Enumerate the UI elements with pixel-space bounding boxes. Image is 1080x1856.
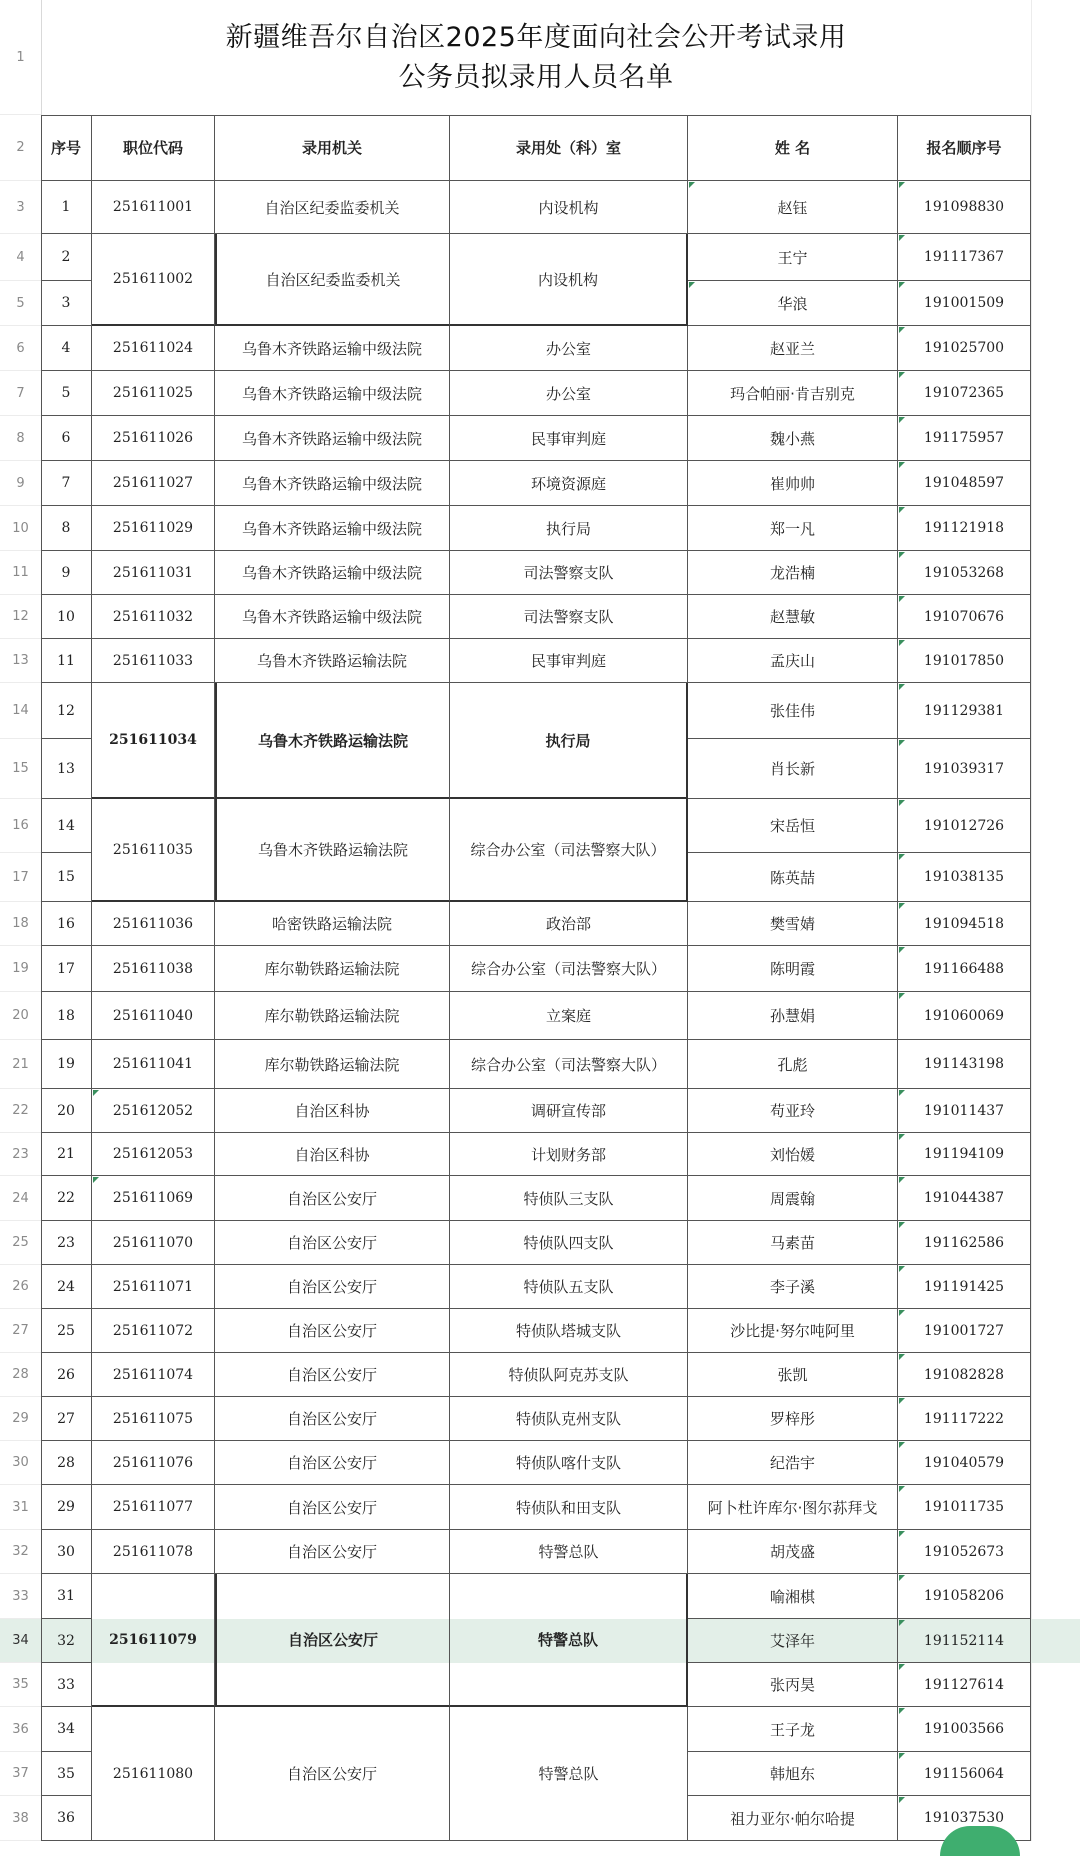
row-number[interactable]: 16: [0, 799, 41, 853]
position-code-cell[interactable]: 251611071: [92, 1265, 215, 1309]
registration-no-cell[interactable]: 191082828: [898, 1353, 1031, 1397]
comment-indicator: [899, 1486, 905, 1492]
name-cell[interactable]: 肖长新: [688, 739, 898, 799]
row-number[interactable]: 19: [0, 946, 41, 992]
position-code-cell[interactable]: 251611079: [92, 1574, 215, 1707]
registration-no-cell[interactable]: 191011437: [898, 1089, 1031, 1133]
registration-no-cell[interactable]: 191121918: [898, 506, 1031, 551]
seq-cell[interactable]: 20: [41, 1089, 92, 1133]
registration-no-cell[interactable]: 191037530: [898, 1796, 1031, 1841]
agency-cell[interactable]: 自治区公安厅: [215, 1530, 450, 1574]
comment-indicator: [899, 1222, 905, 1228]
registration-no-cell[interactable]: 191175957: [898, 416, 1031, 461]
seq-cell[interactable]: 34: [41, 1707, 92, 1752]
row-number[interactable]: 8: [0, 416, 41, 461]
comment-indicator: [689, 282, 695, 288]
name-cell[interactable]: 喻湘棋: [688, 1574, 898, 1619]
position-code-cell[interactable]: 251611027: [92, 461, 215, 506]
position-code-cell[interactable]: 251611002: [92, 234, 215, 326]
name-cell[interactable]: 玛合帕丽·肯吉别克: [688, 371, 898, 416]
row-number[interactable]: 13: [0, 639, 41, 683]
row-number[interactable]: 33: [0, 1574, 41, 1619]
position-code-cell[interactable]: 251611078: [92, 1530, 215, 1574]
seq-cell[interactable]: 14: [41, 799, 92, 853]
row-number[interactable]: 4: [0, 234, 41, 281]
row-number[interactable]: 9: [0, 461, 41, 506]
name-cell[interactable]: 马素苗: [688, 1221, 898, 1265]
agency-cell[interactable]: 乌鲁木齐铁路运输中级法院: [215, 461, 450, 506]
name-cell[interactable]: 孔彪: [688, 1040, 898, 1089]
department-cell[interactable]: 执行局: [450, 683, 688, 799]
agency-cell[interactable]: 乌鲁木齐铁路运输中级法院: [215, 416, 450, 461]
position-code-cell[interactable]: 251612053: [92, 1133, 215, 1176]
registration-no-cell[interactable]: 191070676: [898, 595, 1031, 639]
position-code-cell[interactable]: 251611036: [92, 902, 215, 946]
position-code-cell[interactable]: 251611069: [92, 1176, 215, 1221]
agency-cell[interactable]: 哈密铁路运输法院: [215, 902, 450, 946]
row-number[interactable]: 26: [0, 1265, 41, 1309]
agency-cell[interactable]: 自治区公安厅: [215, 1353, 450, 1397]
position-code-cell[interactable]: 251611033: [92, 639, 215, 683]
row-number[interactable]: 21: [0, 1040, 41, 1089]
name-cell[interactable]: 龙浩楠: [688, 551, 898, 595]
seq-cell[interactable]: 32: [41, 1619, 92, 1663]
row-number[interactable]: 34: [0, 1619, 41, 1663]
row-number[interactable]: 35: [0, 1663, 41, 1707]
comment-indicator: [899, 800, 905, 806]
comment-indicator: [899, 1398, 905, 1404]
registration-no-cell[interactable]: 191127614: [898, 1663, 1031, 1707]
agency-cell[interactable]: 自治区公安厅: [215, 1221, 450, 1265]
registration-no-cell[interactable]: 191162586: [898, 1221, 1031, 1265]
registration-no-cell[interactable]: 191053268: [898, 551, 1031, 595]
seq-cell[interactable]: 1: [41, 181, 92, 234]
seq-cell[interactable]: 13: [41, 739, 92, 799]
seq-cell[interactable]: 36: [41, 1796, 92, 1841]
seq-cell[interactable]: 17: [41, 946, 92, 992]
position-code-cell[interactable]: 251612052: [92, 1089, 215, 1133]
name-cell[interactable]: 华浪: [688, 281, 898, 326]
comment-indicator: [899, 1442, 905, 1448]
registration-no-cell[interactable]: 191129381: [898, 683, 1031, 739]
comment-indicator: [899, 1708, 905, 1714]
registration-no-cell[interactable]: 191117367: [898, 234, 1031, 281]
row-number[interactable]: 30: [0, 1441, 41, 1485]
seq-cell[interactable]: 23: [41, 1221, 92, 1265]
seq-cell[interactable]: 6: [41, 416, 92, 461]
comment-indicator: [93, 1090, 99, 1096]
department-cell[interactable]: 民事审判庭: [450, 639, 688, 683]
department-cell[interactable]: 办公室: [450, 371, 688, 416]
position-code-cell[interactable]: 251611080: [92, 1707, 215, 1841]
position-code-cell[interactable]: 251611034: [92, 683, 215, 799]
seq-cell[interactable]: 31: [41, 1574, 92, 1619]
agency-cell[interactable]: 乌鲁木齐铁路运输中级法院: [215, 371, 450, 416]
comment-indicator: [899, 1664, 905, 1670]
agency-cell[interactable]: 乌鲁木齐铁路运输中级法院: [215, 506, 450, 551]
department-cell[interactable]: 特警总队: [450, 1530, 688, 1574]
seq-cell[interactable]: 18: [41, 992, 92, 1040]
row-number[interactable]: 22: [0, 1089, 41, 1133]
row-number[interactable]: 3: [0, 181, 41, 234]
row-number[interactable]: 10: [0, 506, 41, 551]
registration-no-cell[interactable]: 191058206: [898, 1574, 1031, 1619]
comment-indicator: [899, 552, 905, 558]
registration-no-cell[interactable]: 191012726: [898, 799, 1031, 853]
row-number[interactable]: 7: [0, 371, 41, 416]
registration-no-cell[interactable]: 191001509: [898, 281, 1031, 326]
name-cell[interactable]: 赵钰: [688, 181, 898, 234]
seq-cell[interactable]: 7: [41, 461, 92, 506]
registration-no-cell[interactable]: 191060069: [898, 992, 1031, 1040]
title-line-2: 公务员拟录用人员名单: [398, 61, 674, 93]
name-cell[interactable]: 纪浩宇: [688, 1441, 898, 1485]
department-cell[interactable]: 特侦队三支队: [450, 1176, 688, 1221]
agency-cell[interactable]: 库尔勒铁路运输法院: [215, 946, 450, 992]
header-position-code[interactable]: 职位代码: [92, 115, 215, 181]
row-number[interactable]: 23: [0, 1133, 41, 1176]
comment-indicator: [899, 947, 905, 953]
row-number[interactable]: 24: [0, 1176, 41, 1221]
agency-cell[interactable]: 自治区公安厅: [215, 1265, 450, 1309]
department-cell[interactable]: 特侦队和田支队: [450, 1485, 688, 1530]
registration-no-cell[interactable]: 191017850: [898, 639, 1031, 683]
seq-cell[interactable]: 15: [41, 853, 92, 902]
comment-indicator: [899, 327, 905, 333]
seq-cell[interactable]: 19: [41, 1040, 92, 1089]
row-number[interactable]: 17: [0, 853, 41, 902]
position-code-cell[interactable]: 251611025: [92, 371, 215, 416]
department-cell[interactable]: 综合办公室（司法警察大队）: [450, 946, 688, 992]
department-cell[interactable]: 立案庭: [450, 992, 688, 1040]
row-number[interactable]: 37: [0, 1752, 41, 1796]
registration-no-cell[interactable]: 191038135: [898, 853, 1031, 902]
title-cell[interactable]: [41, 0, 1031, 116]
seq-cell[interactable]: 30: [41, 1530, 92, 1574]
seq-cell[interactable]: 33: [41, 1663, 92, 1707]
row-number[interactable]: 14: [0, 683, 41, 739]
department-cell[interactable]: 司法警察支队: [450, 551, 688, 595]
row-number[interactable]: 2: [0, 115, 41, 181]
position-code-cell[interactable]: 251611075: [92, 1397, 215, 1441]
row-number[interactable]: 28: [0, 1353, 41, 1397]
registration-no-cell[interactable]: 191044387: [898, 1176, 1031, 1221]
registration-no-cell[interactable]: 191025700: [898, 326, 1031, 371]
header-name[interactable]: 姓 名: [688, 115, 898, 181]
position-code-cell[interactable]: 251611035: [92, 799, 215, 902]
agency-cell[interactable]: 自治区纪委监委机关: [215, 181, 450, 234]
department-cell[interactable]: 特侦队阿克苏支队: [450, 1353, 688, 1397]
comment-indicator: [899, 1090, 905, 1096]
row-number[interactable]: 6: [0, 326, 41, 371]
name-cell[interactable]: 王宁: [688, 234, 898, 281]
comment-indicator: [689, 182, 695, 188]
header-department[interactable]: 录用处（科）室: [450, 115, 688, 181]
comment-indicator: [899, 993, 905, 999]
seq-cell[interactable]: 3: [41, 281, 92, 326]
seq-cell[interactable]: 9: [41, 551, 92, 595]
agency-cell[interactable]: 乌鲁木齐铁路运输法院: [215, 639, 450, 683]
registration-no-cell[interactable]: 191152114: [898, 1619, 1031, 1663]
comment-indicator: [899, 1354, 905, 1360]
seq-cell[interactable]: 28: [41, 1441, 92, 1485]
name-cell[interactable]: 韩旭东: [688, 1752, 898, 1796]
comment-indicator: [899, 740, 905, 746]
registration-no-cell[interactable]: 191072365: [898, 371, 1031, 416]
registration-no-cell[interactable]: 191039317: [898, 739, 1031, 799]
row-number[interactable]: 32: [0, 1530, 41, 1574]
position-code-cell[interactable]: 251611031: [92, 551, 215, 595]
comment-indicator: [899, 372, 905, 378]
position-code-cell[interactable]: 251611032: [92, 595, 215, 639]
row-number[interactable]: 12: [0, 595, 41, 639]
agency-cell[interactable]: 自治区公安厅: [215, 1176, 450, 1221]
agency-cell[interactable]: 自治区纪委监委机关: [215, 234, 450, 326]
comment-indicator: [899, 462, 905, 468]
name-cell[interactable]: 张丙昊: [688, 1663, 898, 1707]
agency-cell[interactable]: 乌鲁木齐铁路运输中级法院: [215, 326, 450, 371]
position-code-cell[interactable]: 251611038: [92, 946, 215, 992]
comment-indicator: [899, 1134, 905, 1140]
comment-indicator: [899, 684, 905, 690]
row-number[interactable]: 31: [0, 1485, 41, 1530]
comment-indicator: [899, 1753, 905, 1759]
position-code-cell[interactable]: 251611072: [92, 1309, 215, 1353]
seq-cell[interactable]: 21: [41, 1133, 92, 1176]
registration-no-cell[interactable]: 191156064: [898, 1752, 1031, 1796]
department-cell[interactable]: 司法警察支队: [450, 595, 688, 639]
comment-indicator: [899, 1177, 905, 1183]
name-cell[interactable]: 苟亚玲: [688, 1089, 898, 1133]
name-cell[interactable]: 陈明霞: [688, 946, 898, 992]
department-cell[interactable]: 内设机构: [450, 234, 688, 326]
department-cell[interactable]: 特侦队四支队: [450, 1221, 688, 1265]
agency-cell[interactable]: 库尔勒铁路运输法院: [215, 1040, 450, 1089]
registration-no-cell[interactable]: 191166488: [898, 946, 1031, 992]
seq-cell[interactable]: 29: [41, 1485, 92, 1530]
header-seq[interactable]: 序号: [41, 115, 92, 181]
row-number[interactable]: 20: [0, 992, 41, 1040]
row-number[interactable]: 25: [0, 1221, 41, 1265]
name-cell[interactable]: 李子溪: [688, 1265, 898, 1309]
agency-cell[interactable]: 库尔勒铁路运输法院: [215, 992, 450, 1040]
department-cell[interactable]: 政治部: [450, 902, 688, 946]
department-cell[interactable]: 执行局: [450, 506, 688, 551]
position-code-cell[interactable]: 251611040: [92, 992, 215, 1040]
name-cell[interactable]: 郑一凡: [688, 506, 898, 551]
comment-indicator: [899, 854, 905, 860]
row-number[interactable]: 18: [0, 902, 41, 946]
agency-cell[interactable]: 自治区公安厅: [215, 1309, 450, 1353]
agency-cell[interactable]: 乌鲁木齐铁路运输法院: [215, 799, 450, 902]
registration-no-cell[interactable]: 191143198: [898, 1040, 1031, 1089]
name-cell[interactable]: 孙慧娟: [688, 992, 898, 1040]
department-cell[interactable]: 特侦队喀什支队: [450, 1441, 688, 1485]
empty-column: [1031, 0, 1080, 1841]
seq-cell[interactable]: 27: [41, 1397, 92, 1441]
comment-indicator: [899, 507, 905, 513]
registration-no-cell[interactable]: 191098830: [898, 181, 1031, 234]
department-cell[interactable]: 特警总队: [450, 1574, 688, 1707]
agency-cell[interactable]: 自治区公安厅: [215, 1397, 450, 1441]
agency-cell[interactable]: 自治区公安厅: [215, 1707, 450, 1841]
department-cell[interactable]: 特侦队克州支队: [450, 1397, 688, 1441]
seq-cell[interactable]: 24: [41, 1265, 92, 1309]
seq-cell[interactable]: 8: [41, 506, 92, 551]
department-cell[interactable]: 环境资源庭: [450, 461, 688, 506]
seq-cell[interactable]: 4: [41, 326, 92, 371]
row-number[interactable]: 38: [0, 1796, 41, 1841]
agency-cell[interactable]: 乌鲁木齐铁路运输法院: [215, 683, 450, 799]
comment-indicator: [899, 596, 905, 602]
seq-cell[interactable]: 2: [41, 234, 92, 281]
department-cell[interactable]: 计划财务部: [450, 1133, 688, 1176]
comment-indicator: [899, 903, 905, 909]
department-cell[interactable]: 内设机构: [450, 181, 688, 234]
header-agency[interactable]: 录用机关: [215, 115, 450, 181]
registration-no-cell[interactable]: 191003566: [898, 1707, 1031, 1752]
row-number[interactable]: 11: [0, 551, 41, 595]
name-cell[interactable]: 赵亚兰: [688, 326, 898, 371]
seq-cell[interactable]: 35: [41, 1752, 92, 1796]
row-number[interactable]: 29: [0, 1397, 41, 1441]
department-cell[interactable]: 办公室: [450, 326, 688, 371]
name-cell[interactable]: 沙比提·努尔吨阿里: [688, 1309, 898, 1353]
name-cell[interactable]: 祖力亚尔·帕尔哈提: [688, 1796, 898, 1841]
department-cell[interactable]: 综合办公室（司法警察大队）: [450, 799, 688, 902]
name-cell[interactable]: 樊雪婧: [688, 902, 898, 946]
comment-indicator: [93, 1177, 99, 1183]
agency-cell[interactable]: 自治区公安厅: [215, 1485, 450, 1530]
name-cell[interactable]: 艾泽年: [688, 1619, 898, 1663]
name-cell[interactable]: 罗梓彤: [688, 1397, 898, 1441]
name-cell[interactable]: 宋岳恒: [688, 799, 898, 853]
registration-no-cell[interactable]: 191117222: [898, 1397, 1031, 1441]
comment-indicator: [899, 1575, 905, 1581]
comment-indicator: [899, 1531, 905, 1537]
seq-cell[interactable]: 10: [41, 595, 92, 639]
seq-cell[interactable]: 26: [41, 1353, 92, 1397]
agency-cell[interactable]: 自治区公安厅: [215, 1574, 450, 1707]
row-number[interactable]: 36: [0, 1707, 41, 1752]
registration-no-cell[interactable]: 191052673: [898, 1530, 1031, 1574]
position-code-cell[interactable]: 251611029: [92, 506, 215, 551]
name-cell[interactable]: 陈英喆: [688, 853, 898, 902]
department-cell[interactable]: 特侦队塔城支队: [450, 1309, 688, 1353]
name-cell[interactable]: 周震翰: [688, 1176, 898, 1221]
seq-cell[interactable]: 5: [41, 371, 92, 416]
row-number[interactable]: 5: [0, 281, 41, 326]
registration-no-cell[interactable]: 191094518: [898, 902, 1031, 946]
registration-no-cell[interactable]: 191194109: [898, 1133, 1031, 1176]
seq-cell[interactable]: 25: [41, 1309, 92, 1353]
position-code-cell[interactable]: 251611001: [92, 181, 215, 234]
comment-indicator: [899, 1266, 905, 1272]
row-number[interactable]: 15: [0, 739, 41, 799]
name-cell[interactable]: 崔帅帅: [688, 461, 898, 506]
agency-cell[interactable]: 乌鲁木齐铁路运输中级法院: [215, 551, 450, 595]
seq-cell[interactable]: 11: [41, 639, 92, 683]
header-registration-no[interactable]: 报名顺序号: [898, 115, 1031, 181]
name-cell[interactable]: 张凯: [688, 1353, 898, 1397]
agency-cell[interactable]: 自治区科协: [215, 1089, 450, 1133]
registration-no-cell[interactable]: 191040579: [898, 1441, 1031, 1485]
name-cell[interactable]: 魏小燕: [688, 416, 898, 461]
row-number[interactable]: 27: [0, 1309, 41, 1353]
name-cell[interactable]: 赵慧敏: [688, 595, 898, 639]
registration-no-cell[interactable]: 191048597: [898, 461, 1031, 506]
agency-cell[interactable]: 自治区科协: [215, 1133, 450, 1176]
name-cell[interactable]: 王子龙: [688, 1707, 898, 1752]
position-code-cell[interactable]: 251611074: [92, 1353, 215, 1397]
position-code-cell[interactable]: 251611070: [92, 1221, 215, 1265]
name-cell[interactable]: 张佳伟: [688, 683, 898, 739]
position-code-cell[interactable]: 251611076: [92, 1441, 215, 1485]
department-cell[interactable]: 特侦队五支队: [450, 1265, 688, 1309]
registration-no-cell[interactable]: 191001727: [898, 1309, 1031, 1353]
registration-no-cell[interactable]: 191011735: [898, 1485, 1031, 1530]
comment-indicator: [899, 182, 905, 188]
registration-no-cell[interactable]: 191191425: [898, 1265, 1031, 1309]
name-cell[interactable]: 刘怡媛: [688, 1133, 898, 1176]
department-cell[interactable]: 调研宣传部: [450, 1089, 688, 1133]
department-cell[interactable]: 综合办公室（司法警察大队）: [450, 1040, 688, 1089]
comment-indicator: [899, 1620, 905, 1626]
comment-indicator: [899, 417, 905, 423]
department-cell[interactable]: 特警总队: [450, 1707, 688, 1841]
agency-cell[interactable]: 自治区公安厅: [215, 1441, 450, 1485]
seq-cell[interactable]: 12: [41, 683, 92, 739]
name-cell[interactable]: 阿卜杜许库尔·图尔荪拜戈: [688, 1485, 898, 1530]
seq-cell[interactable]: 16: [41, 902, 92, 946]
position-code-cell[interactable]: 251611026: [92, 416, 215, 461]
comment-indicator: [899, 235, 905, 241]
seq-cell[interactable]: 22: [41, 1176, 92, 1221]
position-code-cell[interactable]: 251611041: [92, 1040, 215, 1089]
name-cell[interactable]: 孟庆山: [688, 639, 898, 683]
comment-indicator: [899, 640, 905, 646]
position-code-cell[interactable]: 251611024: [92, 326, 215, 371]
department-cell[interactable]: 民事审判庭: [450, 416, 688, 461]
agency-cell[interactable]: 乌鲁木齐铁路运输中级法院: [215, 595, 450, 639]
position-code-cell[interactable]: 251611077: [92, 1485, 215, 1530]
row-number[interactable]: 1: [0, 0, 41, 115]
name-cell[interactable]: 胡茂盛: [688, 1530, 898, 1574]
comment-indicator: [899, 1797, 905, 1803]
comment-indicator: [899, 282, 905, 288]
title-line-1: 新疆维吾尔自治区2025年度面向社会公开考试录用: [225, 21, 847, 53]
comment-indicator: [899, 1310, 905, 1316]
